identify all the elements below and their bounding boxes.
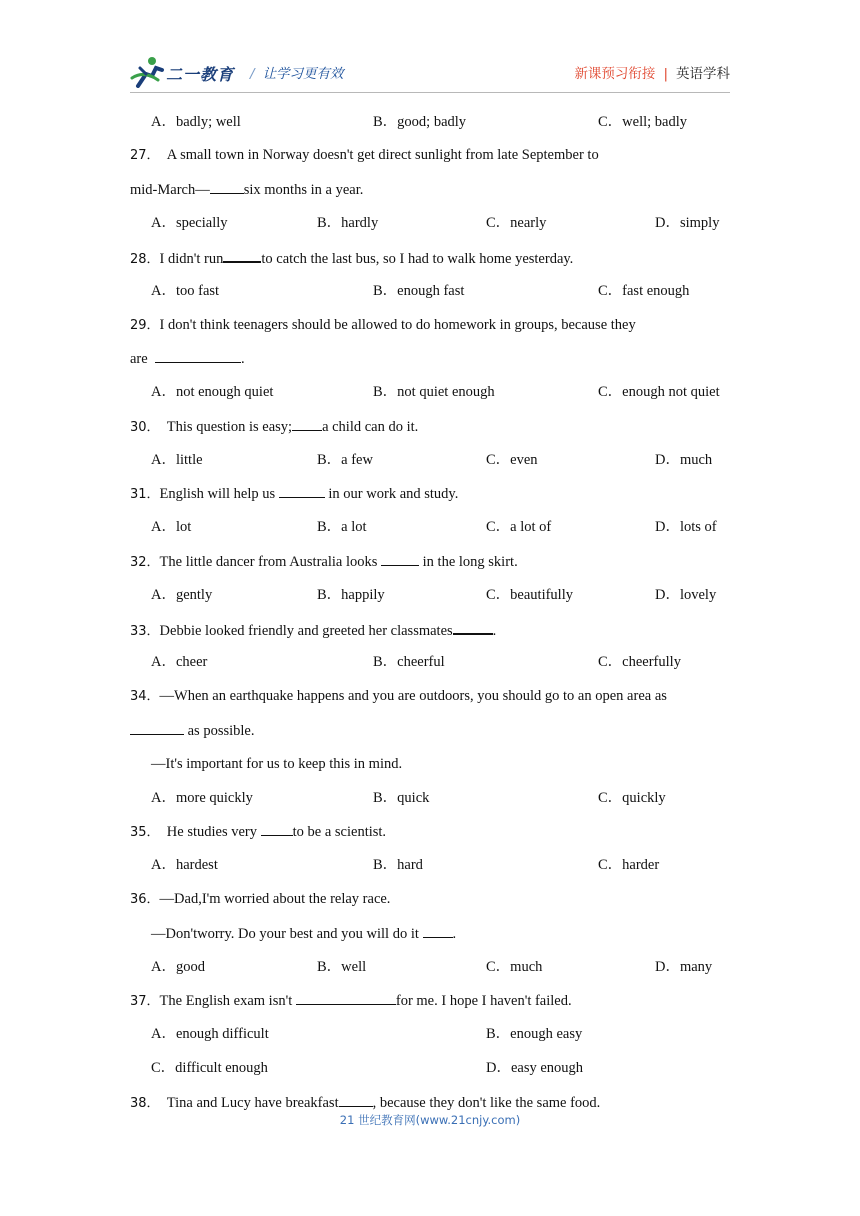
q34-stem-line1: 34．—When an earthquake happens and you are outdoors, you should go to an open area as: [130, 688, 667, 704]
answer-blank: [279, 483, 325, 498]
answer-blank: [130, 720, 184, 735]
q27-stem-line2: mid-March— six months in a year.: [130, 179, 363, 200]
q34-option-b: B．quick: [373, 790, 430, 806]
header-divider: [130, 92, 730, 93]
q26-option-b: B．good; badly: [373, 114, 467, 130]
q38-stem: 38． Tina and Lucy have breakfast , because they don't like the same food.: [130, 1092, 600, 1114]
q36-option-b: B．well: [317, 959, 367, 975]
q34-stem-line3: —It's important for us to keep this in mind.: [151, 756, 403, 772]
answer-blank: [292, 416, 322, 431]
q35-option-b: B．hard: [373, 857, 423, 873]
answer-blank: [381, 551, 419, 566]
q37-option-c: C．difficult enough: [151, 1060, 268, 1076]
q29-option-c: C．enough not quiet: [598, 384, 720, 400]
q37-option-d: D．easy enough: [486, 1060, 584, 1076]
q27-option-b: B．hardly: [317, 215, 379, 231]
q27-stem-line1: 27． A small town in Norway doesn't get direct sunlight from late September to: [130, 147, 599, 163]
q37-option-b: B．enough easy: [486, 1026, 583, 1042]
q36-option-a: A．good: [151, 959, 205, 975]
q35-stem: 35． He studies very to be a scientist.: [130, 821, 386, 843]
q31-option-a: A．lot: [151, 519, 192, 535]
answer-blank: [453, 619, 493, 635]
q31-option-c: C．a lot of: [486, 519, 552, 535]
q32-option-d: D．lovely: [655, 587, 717, 603]
q29-stem-line1: 29．I don't think teenagers should be allowed to do homework in groups, because they: [130, 317, 636, 333]
q34-stem-line2: as possible.: [130, 720, 254, 741]
q37-stem: 37．The English exam isn't for me. I hope I haven't failed.: [130, 990, 572, 1012]
q30-option-b: B．a few: [317, 452, 373, 468]
q29-option-b: B．not quiet enough: [373, 384, 495, 400]
q32-stem: 32．The little dancer from Australia looks in the long skirt.: [130, 551, 518, 573]
q29-stem-line2: are .: [130, 348, 245, 369]
answer-blank: [210, 179, 244, 194]
answer-blank: [223, 247, 261, 263]
answer-blank: [423, 923, 453, 938]
q36-stem-line2: —Don'tworry. Do your best and you will do it .: [151, 923, 456, 944]
q30-option-c: C．even: [486, 452, 538, 468]
q26-option-a: A．badly; well: [151, 114, 241, 130]
q28-option-b: B．enough fast: [373, 283, 465, 299]
q32-option-b: B．happily: [317, 587, 385, 603]
answer-blank: [155, 348, 241, 363]
logo: [130, 56, 240, 88]
answer-blank: [261, 821, 293, 836]
q30-option-a: A．little: [151, 452, 203, 468]
q33-option-c: C．cheerfully: [598, 654, 681, 670]
q30-option-d: D．much: [655, 452, 713, 468]
q33-option-a: A．cheer: [151, 654, 208, 670]
q28-stem: 28．I didn't run to catch the last bus, so I had to walk home yesterday.: [130, 247, 573, 270]
q27-option-d: D．simply: [655, 215, 720, 231]
q36-option-d: D．many: [655, 959, 713, 975]
q26-option-c: C．well; badly: [598, 114, 688, 130]
q27-option-a: A．specially: [151, 215, 228, 231]
q35-option-c: C．harder: [598, 857, 660, 873]
answer-blank: [296, 990, 396, 1005]
answer-blank: [339, 1092, 373, 1107]
q29-option-a: A．not enough quiet: [151, 384, 274, 400]
q34-option-a: A．more quickly: [151, 790, 253, 806]
q36-option-c: C．much: [486, 959, 543, 975]
course-label: 新课预习衔接: [574, 66, 656, 82]
q28-option-c: C．fast enough: [598, 283, 690, 299]
running-man-icon: [130, 56, 170, 88]
q32-option-a: A．gently: [151, 587, 213, 603]
q31-option-b: B．a lot: [317, 519, 367, 535]
q33-option-b: B．cheerful: [373, 654, 445, 670]
q27-option-c: C．nearly: [486, 215, 547, 231]
q35-option-a: A．hardest: [151, 857, 218, 873]
q32-option-c: C．beautifully: [486, 587, 573, 603]
q31-option-d: D．lots of: [655, 519, 717, 535]
page-footer: 21 世纪教育网(www.21cnjy.com): [339, 1113, 521, 1127]
q36-stem-line1: 36．—Dad,I'm worried about the relay race.: [130, 891, 391, 907]
q33-stem: 33．Debbie looked friendly and greeted her classmates .: [130, 619, 496, 642]
q37-option-a: A．enough difficult: [151, 1026, 269, 1042]
q34-option-c: C．quickly: [598, 790, 666, 806]
subject-label: 英语学科: [676, 66, 730, 82]
q31-stem: 31．English will help us in our work and study.: [130, 483, 458, 505]
page-header: [130, 52, 730, 92]
logo-text: 二一教育: [166, 65, 235, 84]
slogan: / 让学习更有效: [250, 66, 344, 82]
q28-option-a: A．too fast: [151, 283, 220, 299]
q30-stem: 30． This question is easy; a child can do it.: [130, 416, 418, 438]
header-subject: 新课预习衔接 | 英语学科: [574, 66, 730, 82]
